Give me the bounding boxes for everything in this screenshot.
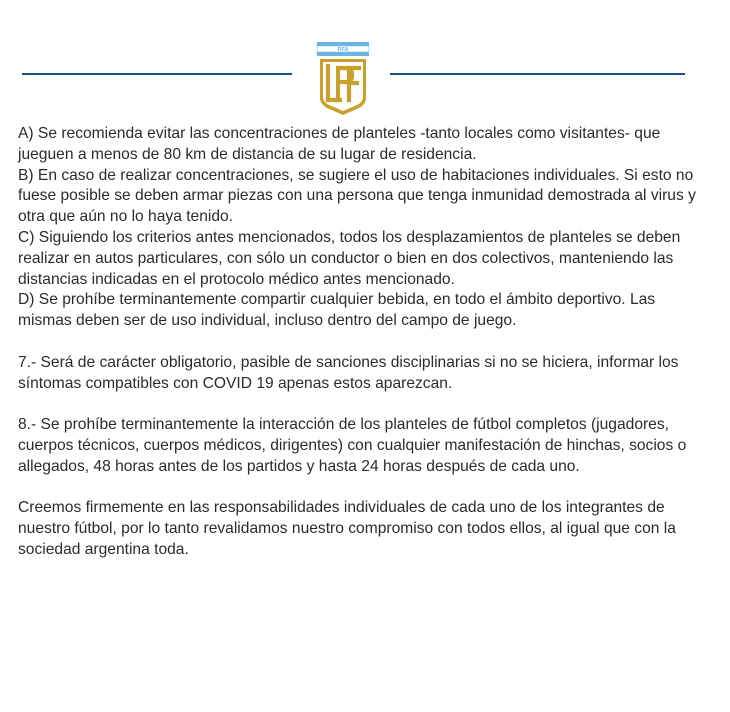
document-header — [0, 38, 730, 118]
paragraph-gap — [18, 332, 708, 353]
header-rule-left — [22, 73, 292, 75]
item-b: B) En caso de realizar concentraciones, se sugiere el uso de habitaciones individuales. Si esto no fuese posible se deben armar piezas con una persona que tenga inmunidad demostrada al virus y otra que aún no lo haya tenido. — [18, 166, 696, 226]
paragraph-gap — [18, 394, 708, 415]
lpf-logo-icon — [313, 38, 373, 118]
item-c: C) Siguiendo los criterios antes mencionados, todos los desplazamientos de planteles se deben realizar en autos particulares, con sólo un conductor o bien en dos colectivos, manteniendo las distancias indicadas en el protocolo médico antes mencionado. — [18, 228, 681, 288]
paragraph-gap — [18, 478, 708, 499]
header-rule-right — [390, 73, 685, 75]
logo-top-text: RFA — [337, 47, 349, 53]
item-a: A) Se recomienda evitar las concentraciones de planteles -tanto locales como visitantes- que jueguen a menos de 80 km de distancia de su lugar de residencia. — [18, 125, 661, 163]
point-8: 8.- Se prohíbe terminantemente la interacción de los planteles de fútbol completos (jugadores, cuerpos técnicos, cuerpos médicos, dirigentes) con cualquier manifestación de hinchas, socios o allegados, 48 horas antes de los partidos y hasta 24 horas después de cada uno. — [18, 416, 687, 475]
closing-paragraph: Creemos firmemente en las responsabilidades individuales de cada uno de los integrantes de nuestro fútbol, por lo tanto revalidamos nuestro compromiso con todos ellos, al igual que con la sociedad argentina toda. — [18, 499, 676, 558]
point-7: 7.- Será de carácter obligatorio, pasible de sanciones disciplinarias si no se hiciera, informar los síntomas compatibles con COVID 19 apenas estos aparezcan. — [18, 353, 679, 392]
item-d: D) Se prohíbe terminantemente compartir cualquier bebida, en todo el ámbito deportivo. Las mismas deben ser de uso individual, incluso dentro del campo de juego. — [18, 291, 656, 330]
document-body — [18, 124, 708, 561]
